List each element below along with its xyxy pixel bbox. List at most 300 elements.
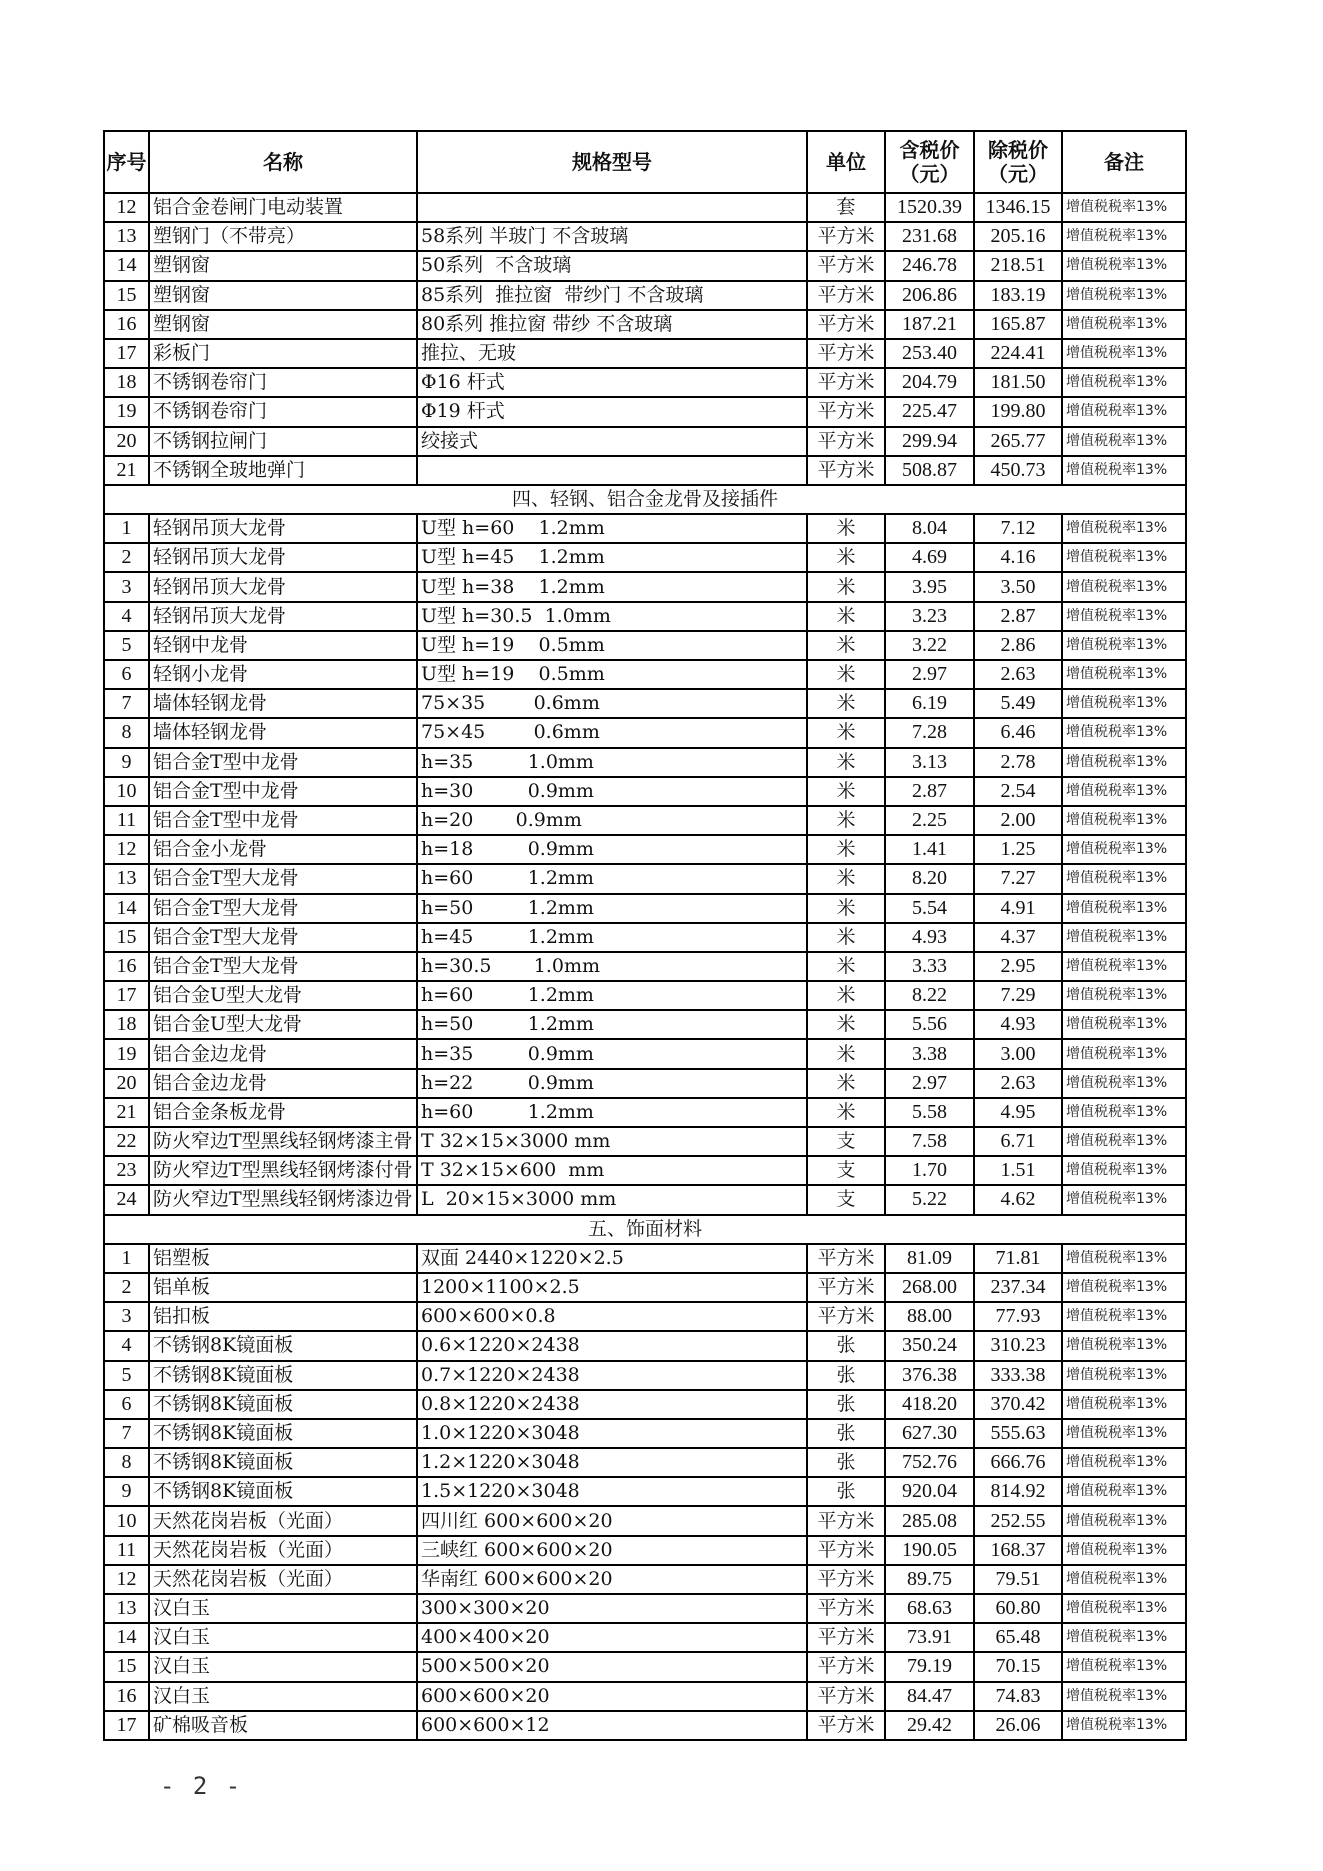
cell-no: 8 [104, 1448, 149, 1477]
cell-spec: 75×35 0.6mm [417, 689, 807, 718]
table-row [104, 1506, 1186, 1535]
cell-price-excl-tax: 4.91 [974, 894, 1062, 923]
cell-unit: 米 [807, 543, 885, 572]
cell-name: 不锈钢8K镜面板 [149, 1477, 417, 1506]
table-row [104, 718, 1186, 747]
cell-no: 11 [104, 806, 149, 835]
cell-no: 18 [104, 368, 149, 397]
cell-price-incl-tax: 1.70 [885, 1156, 974, 1185]
cell-price-excl-tax: 1.51 [974, 1156, 1062, 1185]
cell-price-incl-tax: 285.08 [885, 1506, 974, 1535]
cell-spec: h=50 1.2mm [417, 1010, 807, 1039]
cell-price-incl-tax: 2.97 [885, 1069, 974, 1098]
cell-price-excl-tax: 199.80 [974, 397, 1062, 426]
table-row [104, 1069, 1186, 1098]
cell-spec: h=35 0.9mm [417, 1039, 807, 1068]
cell-spec: U型 h=19 0.5mm [417, 660, 807, 689]
cell-price-incl-tax: 4.69 [885, 543, 974, 572]
table-row [104, 952, 1186, 981]
cell-unit: 米 [807, 1098, 885, 1127]
cell-name: 铝合金T型大龙骨 [149, 952, 417, 981]
cell-name: 不锈钢8K镜面板 [149, 1331, 417, 1360]
table-row [104, 427, 1186, 456]
header-spec: 规格型号 [417, 131, 807, 193]
cell-price-excl-tax: 168.37 [974, 1536, 1062, 1565]
table-row [104, 631, 1186, 660]
cell-no: 14 [104, 251, 149, 280]
cell-no: 16 [104, 310, 149, 339]
cell-price-incl-tax: 2.87 [885, 777, 974, 806]
table-row [104, 1594, 1186, 1623]
cell-no: 18 [104, 1010, 149, 1039]
cell-price-incl-tax: 2.97 [885, 660, 974, 689]
cell-price-excl-tax: 2.54 [974, 777, 1062, 806]
cell-spec: 0.8×1220×2438 [417, 1390, 807, 1419]
cell-no: 21 [104, 1098, 149, 1127]
cell-no: 19 [104, 397, 149, 426]
cell-unit: 米 [807, 572, 885, 601]
cell-note: 增值税税率13% [1062, 1098, 1186, 1127]
cell-unit: 平方米 [807, 1506, 885, 1535]
cell-unit: 米 [807, 1039, 885, 1068]
cell-name: 塑钢窗 [149, 281, 417, 310]
table-row [104, 864, 1186, 893]
cell-price-excl-tax: 7.27 [974, 864, 1062, 893]
cell-name: 塑钢窗 [149, 310, 417, 339]
header-price-incl-tax [885, 131, 974, 193]
cell-unit: 平方米 [807, 1273, 885, 1302]
cell-no: 10 [104, 1506, 149, 1535]
cell-unit: 米 [807, 631, 885, 660]
cell-spec: 80系列 推拉窗 带纱 不含玻璃 [417, 310, 807, 339]
cell-price-incl-tax: 752.76 [885, 1448, 974, 1477]
cell-unit: 平方米 [807, 1623, 885, 1652]
cell-price-excl-tax: 70.15 [974, 1652, 1062, 1681]
cell-note: 增值税税率13% [1062, 1682, 1186, 1711]
cell-no: 14 [104, 894, 149, 923]
cell-price-incl-tax: 5.56 [885, 1010, 974, 1039]
cell-unit: 张 [807, 1419, 885, 1448]
table-row [104, 397, 1186, 426]
cell-note: 增值税税率13% [1062, 952, 1186, 981]
table-row [104, 1302, 1186, 1331]
cell-note: 增值税税率13% [1062, 1390, 1186, 1419]
cell-price-excl-tax: 7.12 [974, 514, 1062, 543]
cell-spec: 400×400×20 [417, 1623, 807, 1652]
cell-note: 增值税税率13% [1062, 981, 1186, 1010]
cell-spec: 0.6×1220×2438 [417, 1331, 807, 1360]
cell-note: 增值税税率13% [1062, 1039, 1186, 1068]
cell-price-excl-tax: 6.46 [974, 718, 1062, 747]
cell-price-excl-tax: 1346.15 [974, 193, 1062, 222]
cell-unit: 米 [807, 1069, 885, 1098]
table-row [104, 543, 1186, 572]
cell-note: 增值税税率13% [1062, 1623, 1186, 1652]
cell-unit: 平方米 [807, 427, 885, 456]
cell-price-incl-tax: 253.40 [885, 339, 974, 368]
cell-spec: 75×45 0.6mm [417, 718, 807, 747]
cell-price-excl-tax: 265.77 [974, 427, 1062, 456]
cell-name: 防火窄边T型黑线轻钢烤漆付骨 [149, 1156, 417, 1185]
cell-price-incl-tax: 225.47 [885, 397, 974, 426]
cell-spec [417, 456, 807, 485]
cell-note: 增值税税率13% [1062, 1185, 1186, 1214]
cell-spec: U型 h=30.5 1.0mm [417, 602, 807, 631]
cell-no: 3 [104, 572, 149, 601]
cell-spec: 1.0×1220×3048 [417, 1419, 807, 1448]
cell-price-incl-tax: 84.47 [885, 1682, 974, 1711]
cell-unit: 平方米 [807, 1536, 885, 1565]
cell-price-excl-tax: 1.25 [974, 835, 1062, 864]
cell-name: 墙体轻钢龙骨 [149, 718, 417, 747]
cell-spec: Φ19 杆式 [417, 397, 807, 426]
cell-note: 增值税税率13% [1062, 718, 1186, 747]
cell-note: 增值税税率13% [1062, 1361, 1186, 1390]
cell-price-excl-tax: 310.23 [974, 1331, 1062, 1360]
cell-name: 铝合金U型大龙骨 [149, 981, 417, 1010]
header-note: 备注 [1062, 131, 1186, 193]
cell-unit: 套 [807, 193, 885, 222]
cell-price-excl-tax: 165.87 [974, 310, 1062, 339]
cell-note: 增值税税率13% [1062, 1069, 1186, 1098]
cell-name: 不锈钢拉闸门 [149, 427, 417, 456]
cell-no: 16 [104, 1682, 149, 1711]
cell-price-excl-tax: 2.78 [974, 748, 1062, 777]
cell-note: 增值税税率13% [1062, 281, 1186, 310]
cell-name: 天然花岗岩板（光面） [149, 1536, 417, 1565]
cell-name: 铝合金条板龙骨 [149, 1098, 417, 1127]
cell-unit: 米 [807, 718, 885, 747]
cell-name: 汉白玉 [149, 1682, 417, 1711]
cell-price-excl-tax: 814.92 [974, 1477, 1062, 1506]
cell-price-incl-tax: 4.93 [885, 923, 974, 952]
cell-name: 铝合金T型中龙骨 [149, 748, 417, 777]
table-row [104, 777, 1186, 806]
section-title: 四、轻钢、铝合金龙骨及接插件 [104, 485, 1186, 514]
table-row [104, 1536, 1186, 1565]
table-row [104, 456, 1186, 485]
cell-unit: 平方米 [807, 1302, 885, 1331]
cell-name: 铝合金边龙骨 [149, 1069, 417, 1098]
table-body [104, 193, 1186, 1740]
header-price-excl-tax [974, 131, 1062, 193]
cell-spec: 0.7×1220×2438 [417, 1361, 807, 1390]
cell-name: 轻钢吊顶大龙骨 [149, 514, 417, 543]
cell-spec: U型 h=38 1.2mm [417, 572, 807, 601]
cell-price-excl-tax: 2.86 [974, 631, 1062, 660]
table-row [104, 1010, 1186, 1039]
header-no: 序号 [104, 131, 149, 193]
cell-price-incl-tax: 79.19 [885, 1652, 974, 1681]
cell-price-excl-tax: 77.93 [974, 1302, 1062, 1331]
table-row [104, 251, 1186, 280]
cell-note: 增值税税率13% [1062, 894, 1186, 923]
table-row [104, 923, 1186, 952]
cell-note: 增值税税率13% [1062, 1565, 1186, 1594]
cell-price-excl-tax: 7.29 [974, 981, 1062, 1010]
cell-unit: 支 [807, 1127, 885, 1156]
cell-name: 铝扣板 [149, 1302, 417, 1331]
cell-price-incl-tax: 3.13 [885, 748, 974, 777]
cell-spec: h=18 0.9mm [417, 835, 807, 864]
cell-name: 不锈钢8K镜面板 [149, 1419, 417, 1448]
cell-no: 11 [104, 1536, 149, 1565]
cell-note: 增值税税率13% [1062, 689, 1186, 718]
cell-name: 不锈钢8K镜面板 [149, 1361, 417, 1390]
header-price-excl-tax-line2: （元） [988, 162, 1048, 186]
cell-note: 增值税税率13% [1062, 1419, 1186, 1448]
cell-name: 铝合金T型大龙骨 [149, 864, 417, 893]
cell-no: 12 [104, 193, 149, 222]
header-price-excl-tax-line1: 除税价 [988, 138, 1048, 162]
cell-unit: 平方米 [807, 368, 885, 397]
cell-spec: 600×600×12 [417, 1711, 807, 1740]
table-row [104, 1682, 1186, 1711]
cell-name: 防火窄边T型黑线轻钢烤漆边骨 [149, 1185, 417, 1214]
cell-price-incl-tax: 5.22 [885, 1185, 974, 1214]
cell-no: 15 [104, 1652, 149, 1681]
cell-note: 增值税税率13% [1062, 514, 1186, 543]
cell-name: 塑钢窗 [149, 251, 417, 280]
cell-spec: h=60 1.2mm [417, 1098, 807, 1127]
cell-unit: 米 [807, 660, 885, 689]
cell-name: 轻钢吊顶大龙骨 [149, 543, 417, 572]
cell-price-incl-tax: 204.79 [885, 368, 974, 397]
cell-unit: 平方米 [807, 281, 885, 310]
cell-no: 24 [104, 1185, 149, 1214]
cell-unit: 米 [807, 806, 885, 835]
cell-note: 增值税税率13% [1062, 251, 1186, 280]
cell-no: 2 [104, 1273, 149, 1302]
table-row [104, 689, 1186, 718]
cell-price-incl-tax: 7.28 [885, 718, 974, 747]
cell-unit: 平方米 [807, 339, 885, 368]
cell-price-incl-tax: 81.09 [885, 1244, 974, 1273]
cell-unit: 平方米 [807, 1565, 885, 1594]
cell-unit: 平方米 [807, 1244, 885, 1273]
cell-spec: 1200×1100×2.5 [417, 1273, 807, 1302]
cell-price-incl-tax: 7.58 [885, 1127, 974, 1156]
cell-note: 增值税税率13% [1062, 1010, 1186, 1039]
cell-name: 铝合金U型大龙骨 [149, 1010, 417, 1039]
cell-price-incl-tax: 68.63 [885, 1594, 974, 1623]
cell-spec: 四川红 600×600×20 [417, 1506, 807, 1535]
table-row [104, 222, 1186, 251]
cell-price-excl-tax: 79.51 [974, 1565, 1062, 1594]
cell-unit: 平方米 [807, 1594, 885, 1623]
cell-note: 增值税税率13% [1062, 543, 1186, 572]
cell-unit: 米 [807, 748, 885, 777]
cell-spec: 1.5×1220×3048 [417, 1477, 807, 1506]
cell-price-incl-tax: 29.42 [885, 1711, 974, 1740]
table-row [104, 1185, 1186, 1214]
cell-unit: 张 [807, 1448, 885, 1477]
cell-spec: U型 h=60 1.2mm [417, 514, 807, 543]
cell-unit: 张 [807, 1331, 885, 1360]
cell-unit: 米 [807, 777, 885, 806]
cell-price-excl-tax: 4.93 [974, 1010, 1062, 1039]
cell-price-incl-tax: 73.91 [885, 1623, 974, 1652]
table-row [104, 660, 1186, 689]
cell-name: 天然花岗岩板（光面） [149, 1506, 417, 1535]
cell-note: 增值税税率13% [1062, 456, 1186, 485]
cell-spec: h=60 1.2mm [417, 981, 807, 1010]
cell-price-excl-tax: 2.87 [974, 602, 1062, 631]
cell-note: 增值税税率13% [1062, 1711, 1186, 1740]
cell-price-incl-tax: 246.78 [885, 251, 974, 280]
cell-no: 23 [104, 1156, 149, 1185]
cell-spec: 600×600×0.8 [417, 1302, 807, 1331]
cell-no: 19 [104, 1039, 149, 1068]
cell-no: 13 [104, 864, 149, 893]
table-row [104, 1477, 1186, 1506]
cell-spec: U型 h=19 0.5mm [417, 631, 807, 660]
table-row [104, 894, 1186, 923]
cell-price-excl-tax: 6.71 [974, 1127, 1062, 1156]
cell-price-excl-tax: 181.50 [974, 368, 1062, 397]
cell-name: 不锈钢卷帘门 [149, 368, 417, 397]
cell-price-incl-tax: 231.68 [885, 222, 974, 251]
cell-note: 增值税税率13% [1062, 864, 1186, 893]
cell-note: 增值税税率13% [1062, 1506, 1186, 1535]
table-row [104, 1156, 1186, 1185]
cell-price-excl-tax: 2.00 [974, 806, 1062, 835]
cell-unit: 米 [807, 952, 885, 981]
cell-name: 不锈钢8K镜面板 [149, 1390, 417, 1419]
cell-note: 增值税税率13% [1062, 397, 1186, 426]
page-number: - 2 - [160, 1772, 243, 1800]
cell-unit: 平方米 [807, 310, 885, 339]
cell-spec: T 32×15×600 mm [417, 1156, 807, 1185]
header-unit: 单位 [807, 131, 885, 193]
cell-note: 增值税税率13% [1062, 1331, 1186, 1360]
cell-spec: h=30.5 1.0mm [417, 952, 807, 981]
cell-price-incl-tax: 8.22 [885, 981, 974, 1010]
cell-note: 增值税税率13% [1062, 631, 1186, 660]
cell-price-excl-tax: 333.38 [974, 1361, 1062, 1390]
cell-price-excl-tax: 555.63 [974, 1419, 1062, 1448]
cell-price-excl-tax: 3.50 [974, 572, 1062, 601]
cell-name: 铝塑板 [149, 1244, 417, 1273]
cell-name: 铝合金T型大龙骨 [149, 923, 417, 952]
cell-name: 铝合金小龙骨 [149, 835, 417, 864]
table-row [104, 1273, 1186, 1302]
table-row [104, 1711, 1186, 1740]
cell-note: 增值税税率13% [1062, 923, 1186, 952]
cell-price-incl-tax: 268.00 [885, 1273, 974, 1302]
cell-no: 13 [104, 1594, 149, 1623]
cell-price-excl-tax: 71.81 [974, 1244, 1062, 1273]
cell-spec: h=20 0.9mm [417, 806, 807, 835]
cell-no: 14 [104, 1623, 149, 1652]
cell-price-excl-tax: 2.95 [974, 952, 1062, 981]
cell-price-incl-tax: 190.05 [885, 1536, 974, 1565]
cell-no: 4 [104, 1331, 149, 1360]
cell-price-incl-tax: 89.75 [885, 1565, 974, 1594]
cell-price-excl-tax: 3.00 [974, 1039, 1062, 1068]
cell-name: 防火窄边T型黑线轻钢烤漆主骨 [149, 1127, 417, 1156]
table-row [104, 981, 1186, 1010]
cell-unit: 张 [807, 1390, 885, 1419]
cell-price-incl-tax: 3.33 [885, 952, 974, 981]
cell-price-incl-tax: 3.38 [885, 1039, 974, 1068]
cell-spec: 华南红 600×600×20 [417, 1565, 807, 1594]
cell-no: 8 [104, 718, 149, 747]
table-row [104, 1244, 1186, 1273]
cell-no: 21 [104, 456, 149, 485]
section-title: 五、饰面材料 [104, 1215, 1186, 1244]
cell-note: 增值税税率13% [1062, 835, 1186, 864]
cell-spec: U型 h=45 1.2mm [417, 543, 807, 572]
cell-no: 5 [104, 1361, 149, 1390]
cell-price-excl-tax: 26.06 [974, 1711, 1062, 1740]
cell-price-excl-tax: 4.95 [974, 1098, 1062, 1127]
cell-name: 矿棉吸音板 [149, 1711, 417, 1740]
cell-unit: 米 [807, 981, 885, 1010]
cell-price-excl-tax: 224.41 [974, 339, 1062, 368]
table-row [104, 339, 1186, 368]
cell-spec: 58系列 半玻门 不含玻璃 [417, 222, 807, 251]
cell-no: 17 [104, 1711, 149, 1740]
cell-note: 增值税税率13% [1062, 602, 1186, 631]
cell-name: 塑钢门（不带亮） [149, 222, 417, 251]
cell-price-excl-tax: 2.63 [974, 660, 1062, 689]
cell-unit: 平方米 [807, 1682, 885, 1711]
cell-price-excl-tax: 237.34 [974, 1273, 1062, 1302]
cell-note: 增值税税率13% [1062, 368, 1186, 397]
cell-unit: 米 [807, 514, 885, 543]
cell-spec: h=22 0.9mm [417, 1069, 807, 1098]
cell-no: 4 [104, 602, 149, 631]
table-row [104, 748, 1186, 777]
cell-price-incl-tax: 299.94 [885, 427, 974, 456]
cell-no: 6 [104, 1390, 149, 1419]
cell-name: 铝合金卷闸门电动装置 [149, 193, 417, 222]
cell-spec: 500×500×20 [417, 1652, 807, 1681]
cell-no: 1 [104, 514, 149, 543]
cell-price-incl-tax: 5.54 [885, 894, 974, 923]
cell-note: 增值税税率13% [1062, 222, 1186, 251]
table-row [104, 1361, 1186, 1390]
cell-no: 12 [104, 835, 149, 864]
cell-price-incl-tax: 6.19 [885, 689, 974, 718]
table-row [104, 368, 1186, 397]
cell-name: 彩板门 [149, 339, 417, 368]
cell-spec: 绞接式 [417, 427, 807, 456]
cell-spec: 50系列 不含玻璃 [417, 251, 807, 280]
cell-spec [417, 193, 807, 222]
cell-note: 增值税税率13% [1062, 1302, 1186, 1331]
price-table [103, 130, 1187, 1741]
cell-unit: 米 [807, 864, 885, 893]
cell-price-incl-tax: 627.30 [885, 1419, 974, 1448]
cell-price-excl-tax: 450.73 [974, 456, 1062, 485]
cell-name: 铝单板 [149, 1273, 417, 1302]
cell-no: 10 [104, 777, 149, 806]
table-header-row [104, 131, 1186, 193]
cell-no: 12 [104, 1565, 149, 1594]
cell-name: 不锈钢卷帘门 [149, 397, 417, 426]
cell-price-incl-tax: 2.25 [885, 806, 974, 835]
cell-price-incl-tax: 1520.39 [885, 193, 974, 222]
cell-note: 增值税税率13% [1062, 748, 1186, 777]
cell-note: 增值税税率13% [1062, 1652, 1186, 1681]
cell-price-incl-tax: 8.04 [885, 514, 974, 543]
cell-no: 5 [104, 631, 149, 660]
cell-note: 增值税税率13% [1062, 193, 1186, 222]
cell-unit: 米 [807, 689, 885, 718]
cell-spec: 推拉、无玻 [417, 339, 807, 368]
